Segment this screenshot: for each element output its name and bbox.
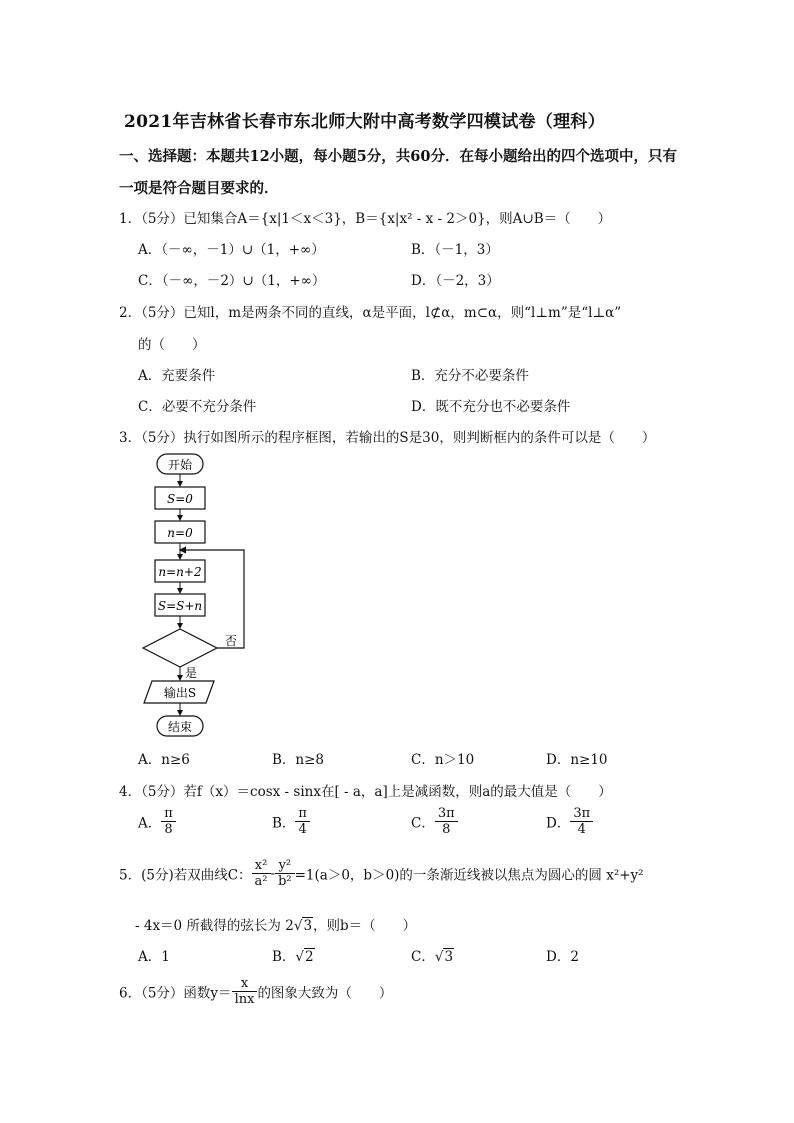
option-b-fraction [295, 806, 310, 837]
question-3-option-c: C．n＞10 [411, 752, 475, 768]
question-4-stem: 4．（5分）若f（x）＝cosx - sinx在[ - a，a]上是减函数，则a的最大值是（ ） [119, 784, 612, 800]
question-2-option-b: B．充分不必要条件 [411, 368, 529, 384]
question-3-stem: 3．（5分）执行如图所示的程序框图，若输出的S是30，则判断框内的条件可以是（ ） [119, 430, 656, 446]
minus-sign: - [270, 865, 276, 882]
flow-init-s-label: S=0 [167, 492, 193, 506]
option-c-fraction [435, 806, 458, 837]
option-a-fraction [161, 806, 176, 837]
hyperbola-x-term [252, 858, 271, 889]
radicand: 2 [305, 949, 314, 965]
flow-start-label: 开始 [167, 458, 193, 472]
question-2-option-c: C．必要不充分条件 [138, 399, 257, 415]
question-2-option-d: D．既不充分也不必要条件 [411, 399, 571, 415]
question-2-stem-line2: 的（ ） [138, 337, 206, 353]
flow-no-label: 否 [225, 634, 238, 648]
sqrt-symbol: √3 [434, 949, 454, 965]
question-5-suffix: =1(a＞0，b＞0)的一条渐近线被以焦点为圆心的圆 x²+y² [294, 867, 644, 884]
page-title: 2021年吉林省长春市东北师大附中高考数学四模试卷（理科） [124, 112, 606, 132]
fraction-denominator: b² [278, 874, 292, 889]
fraction-numerator: 3π [435, 806, 458, 822]
section-heading-line1: 一、选择题：本题共12小题，每小题5分，共60分．在每小题给出的四个选项中，只有 [119, 148, 677, 165]
question-5-option-a: A．1 [138, 949, 170, 965]
fraction-numerator: π [295, 806, 310, 822]
hyperbola-y-term [275, 858, 295, 889]
fraction-numerator: 3π [570, 806, 593, 822]
option-a-label: A． [138, 815, 162, 832]
flow-init-n-label: n=0 [167, 526, 193, 540]
question-6-prefix: 6．（5分）函数y＝ [119, 985, 232, 1002]
question-3-option-d: D．n≥10 [546, 752, 608, 768]
section-heading-line2: 一项是符合题目要求的． [119, 180, 279, 197]
flow-output-label: 输出S [163, 686, 197, 700]
question-1-option-b: B．（－1，3） [411, 242, 499, 258]
fraction-denominator: 4 [298, 822, 307, 837]
sqrt-symbol: √3 [293, 918, 313, 934]
question-1-stem: 1．（5分）已知集合A＝{x|1＜x＜3}，B＝{x|x² - x - 2＞0}，则A∪B＝（ ） [119, 211, 612, 227]
question-3-option-b: B．n≥8 [272, 752, 325, 768]
question-6-stem [119, 976, 392, 1007]
question-6-suffix: 的图象大致为（ ） [257, 985, 393, 1002]
radicand: 3 [303, 918, 313, 934]
question-4-option-d [546, 806, 593, 837]
option-b-label: B． [272, 949, 296, 965]
option-d-fraction [570, 806, 593, 837]
radicand: 3 [444, 949, 454, 965]
question-2-option-a: A．充要条件 [138, 368, 216, 384]
question-5-stem-line1 [119, 858, 644, 889]
option-c-label: C． [411, 949, 435, 965]
option-b-label: B． [272, 815, 296, 832]
flow-end-label: 结束 [167, 720, 193, 734]
program-flowchart [130, 450, 270, 742]
question-4-option-c [411, 806, 458, 837]
line2-suffix: ，则b＝（ ） [313, 918, 417, 934]
fraction-numerator: π [161, 806, 176, 822]
flow-decision-diamond [143, 629, 217, 667]
fraction-denominator: 8 [164, 822, 173, 837]
sqrt-symbol: √2 [295, 949, 314, 965]
question-2-stem-line1: 2．（5分）已知l，m是两条不同的直线，α是平面，l⊄α，m⊂α，则“l⊥m”是“l⊥α” [119, 305, 622, 321]
question-5-prefix: 5．(5分)若双曲线C： [119, 867, 252, 884]
fraction-denominator: lnx [234, 992, 255, 1007]
question-4-option-a [138, 806, 176, 837]
option-c-label: C． [411, 815, 435, 832]
question-1-option-c: C．（－∞，－2）∪（1，+∞） [138, 273, 326, 289]
fraction-numerator: x [232, 976, 258, 992]
line2-prefix: - 4x＝0 所截得的弦长为 2 [135, 918, 294, 934]
question-3-option-a: A．n≥6 [138, 752, 190, 768]
question-5-option-b [272, 945, 315, 965]
fraction-denominator: 4 [577, 822, 586, 837]
question-1-option-d: D．（－2，3） [411, 273, 500, 289]
fraction-denominator: a² [254, 874, 268, 889]
question-4-option-b [272, 806, 310, 837]
question-5-option-d: D．2 [546, 949, 579, 965]
flow-accumulate-label: S=S+n [157, 599, 203, 613]
function-fraction [232, 976, 258, 1007]
fraction-denominator: 8 [442, 822, 451, 837]
fraction-numerator: x² [252, 858, 271, 874]
question-5-option-c [411, 945, 454, 965]
option-d-label: D． [546, 815, 571, 832]
flow-increment-label: n=n+2 [158, 565, 202, 579]
fraction-numerator: y² [275, 858, 295, 874]
flow-yes-label: 是 [185, 666, 198, 680]
question-5-stem-line2 [135, 914, 416, 934]
question-1-option-a: A．（－∞，－1）∪（1，+∞） [138, 242, 325, 258]
